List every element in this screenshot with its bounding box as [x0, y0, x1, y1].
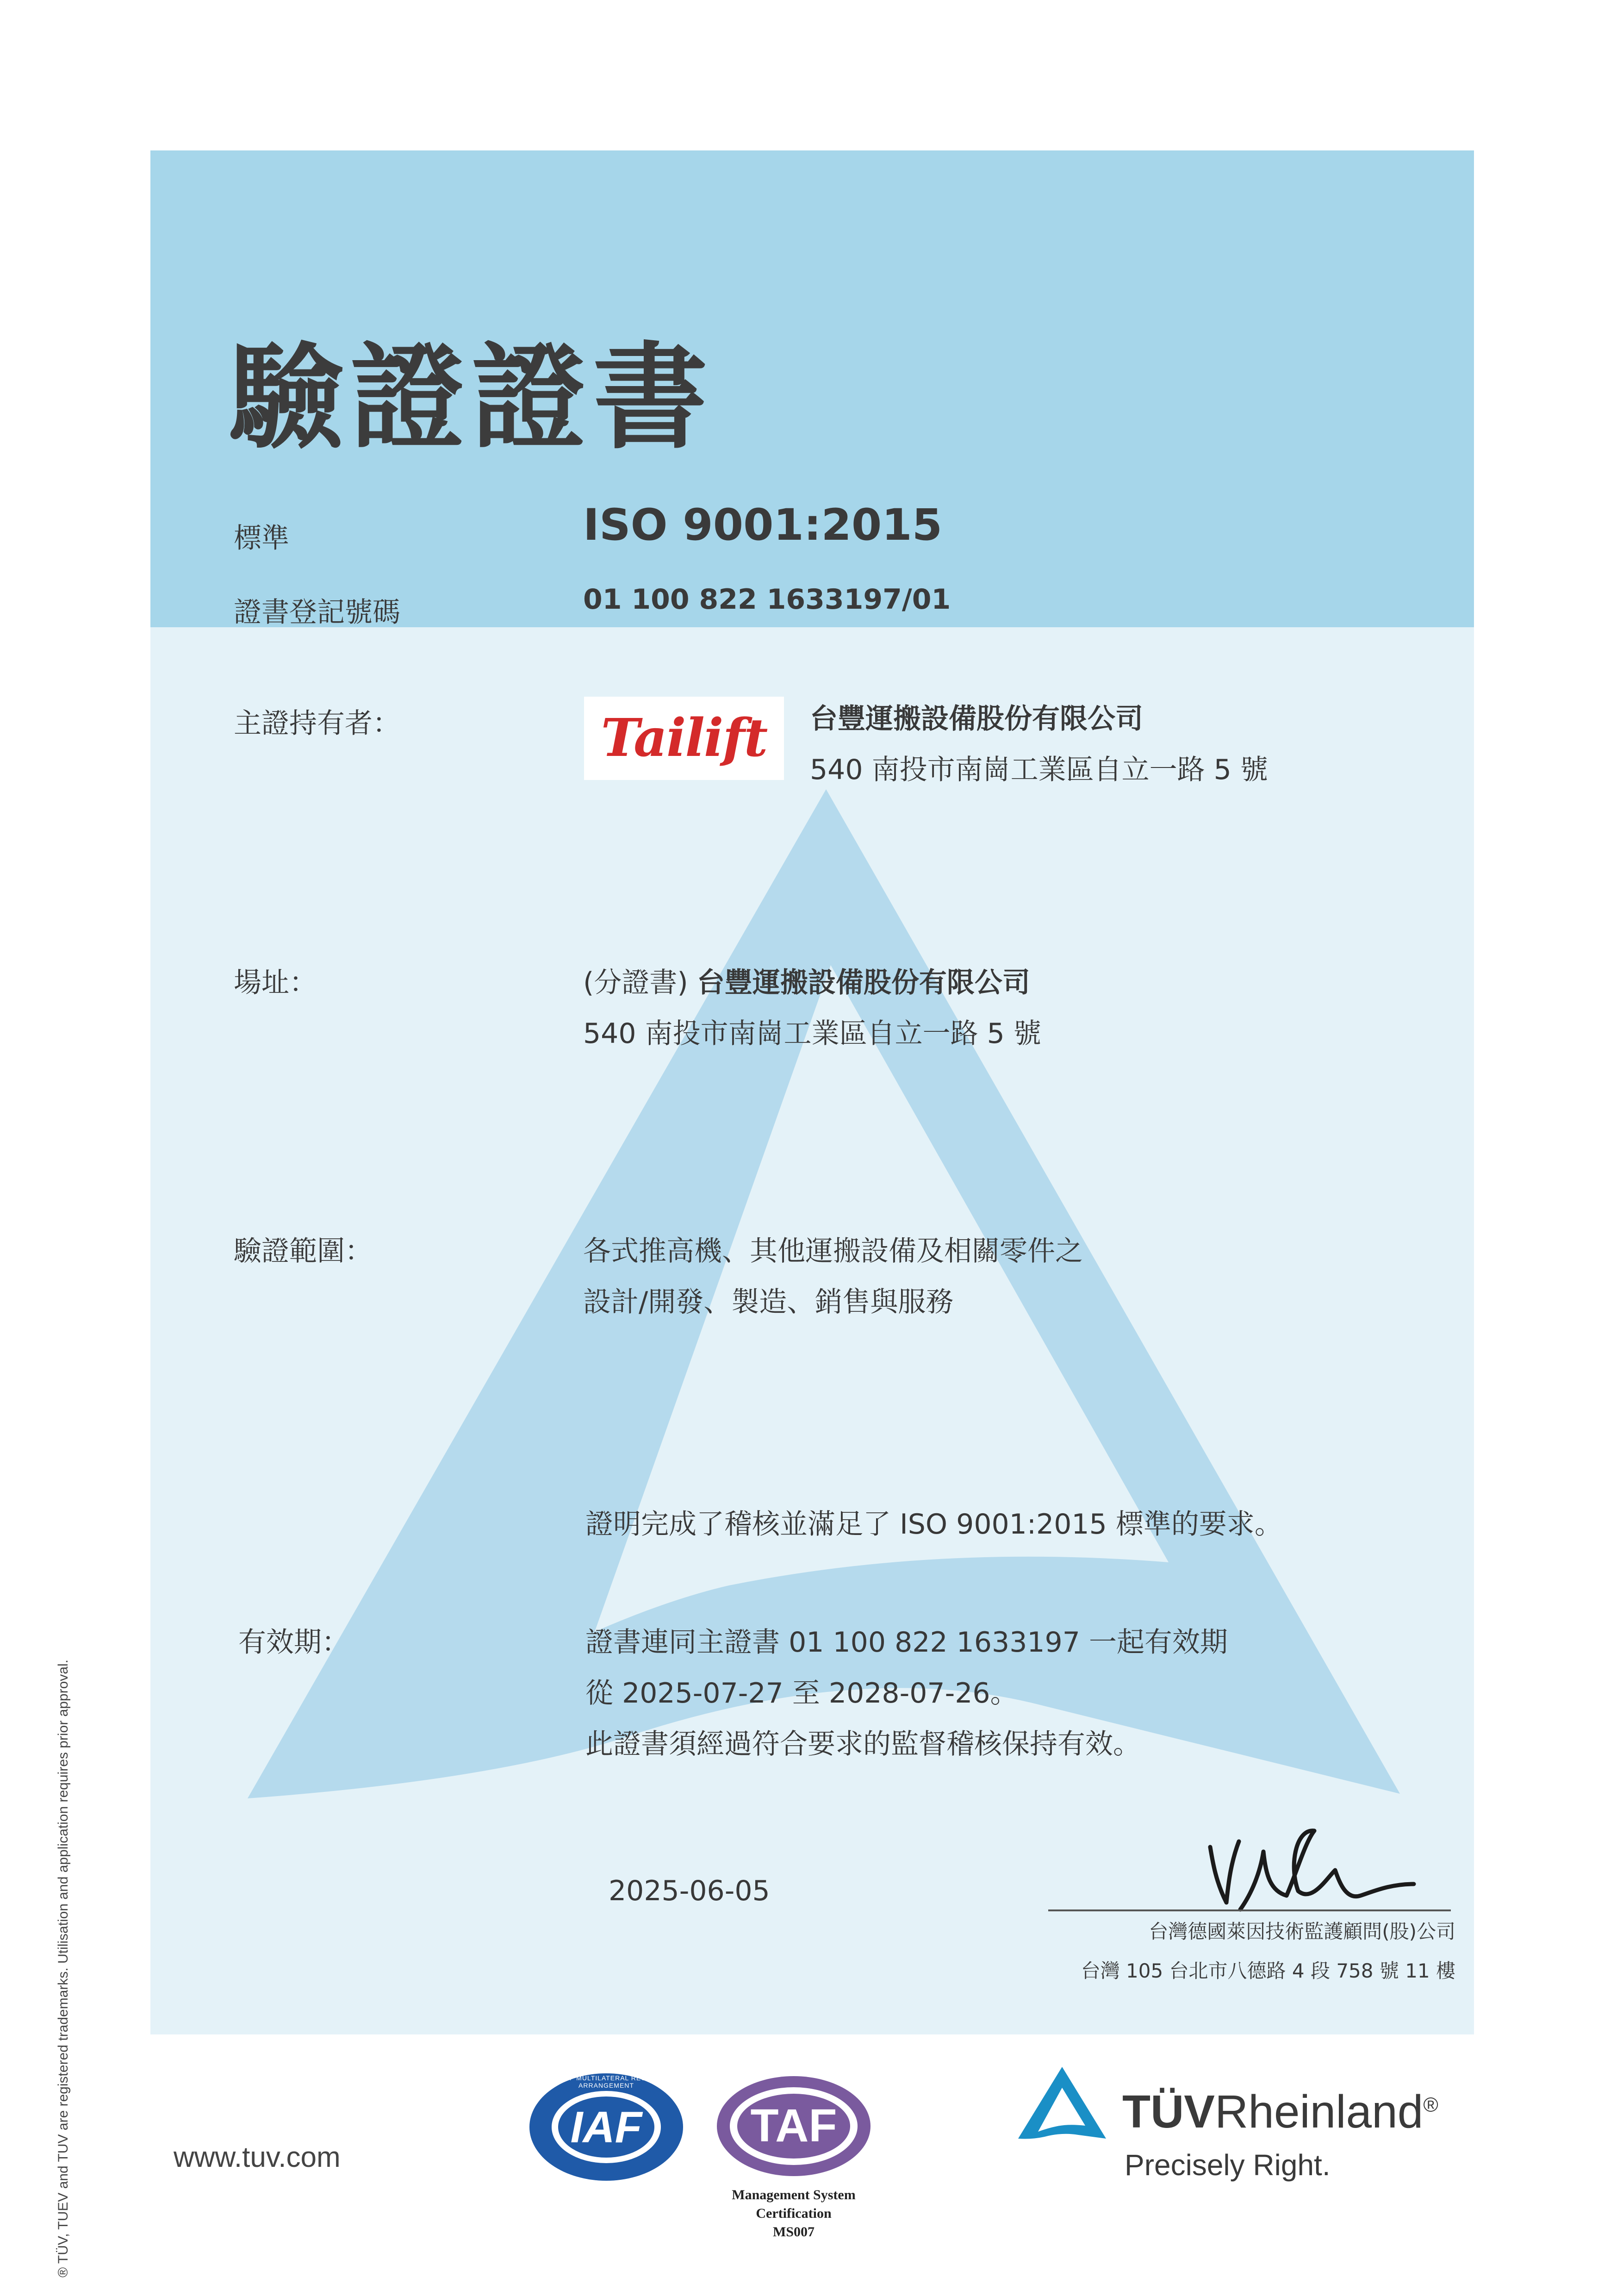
- site-line: [583, 961, 1030, 1000]
- trademark-note: ® TÜV, TUEV and TUV are registered trademarks. Utilisation and application requires prior approval.: [56, 1660, 71, 2277]
- conformity-statement: 證明完成了稽核並滿足了 ISO 9001:2015 標準的要求。: [585, 1508, 1282, 1541]
- taf-caption-line-3: MS007: [773, 2224, 815, 2240]
- registration-label: 證書登記號碼: [234, 596, 400, 629]
- issue-date: 2025-06-05: [609, 1875, 770, 1907]
- registration-number: 01 100 822 1633197/01: [583, 583, 951, 616]
- signature-icon: [1201, 1805, 1418, 1916]
- taf-text: TAF: [750, 2100, 837, 2152]
- validity-line-1: 證書連同主證書 01 100 822 1633197 一起有效期: [585, 1626, 1228, 1659]
- site-name: 台豐運搬設備股份有限公司: [696, 967, 1030, 999]
- validity-line-2: 從 2025-07-27 至 2028-07-26。: [585, 1677, 1018, 1710]
- tuv-triangle-icon: [1016, 2065, 1108, 2143]
- footer-url[interactable]: www.tuv.com: [174, 2141, 341, 2173]
- taf-logo: [715, 2071, 872, 2183]
- validity-label: 有效期：: [238, 1626, 349, 1659]
- standard-label: 標準: [234, 522, 289, 555]
- tuv-tagline: Precisely Right.: [1125, 2148, 1331, 2182]
- issuer-name: 台灣德國萊因技術監護顧問(股)公司: [1149, 1920, 1455, 1943]
- scope-line-2: 設計/開發、製造、銷售與服務: [583, 1286, 954, 1318]
- standard-value: ISO 9001:2015: [583, 500, 943, 550]
- scope-line-1: 各式推高機、其他運搬設備及相關零件之: [583, 1235, 1083, 1267]
- tuv-brand-bold: TÜV: [1122, 2086, 1215, 2138]
- tailift-logo: Tailift: [584, 697, 784, 780]
- validity-line-3: 此證書須經過符合要求的監督稽核保持有效。: [585, 1728, 1141, 1760]
- iaf-ring-text: MEMBER OF MULTILATERAL RECOGNITION ARRANGEMENT: [530, 2074, 682, 2089]
- taf-caption-line-2: Certification: [756, 2206, 832, 2221]
- site-prefix: (分證書): [583, 967, 688, 999]
- taf-caption: [694, 2186, 893, 2241]
- holder-name: 台豐運搬設備股份有限公司: [810, 703, 1143, 735]
- taf-caption-line-1: Management System: [732, 2187, 856, 2202]
- signature-line: [1048, 1909, 1451, 1911]
- issuer-address: 台灣 105 台北市八德路 4 段 758 號 11 樓: [1081, 1959, 1455, 1982]
- scope-label: 驗證範圍：: [234, 1235, 373, 1267]
- holder-address: 540 南投市南崗工業區自立一路 5 號: [810, 754, 1268, 786]
- iaf-text: IAF: [570, 2103, 642, 2152]
- holder-label: 主證持有者：: [234, 707, 400, 740]
- tuv-brand: [1122, 2085, 1438, 2139]
- certificate-title: 驗證證書: [229, 331, 714, 465]
- tuv-brand-regular: Rheinland: [1215, 2086, 1424, 2138]
- iaf-logo: [528, 2071, 685, 2183]
- site-address: 540 南投市南崗工業區自立一路 5 號: [583, 1017, 1041, 1050]
- registered-mark: ®: [1423, 2093, 1438, 2116]
- site-label: 場址：: [234, 967, 317, 999]
- certificate-panel: [150, 150, 1474, 2034]
